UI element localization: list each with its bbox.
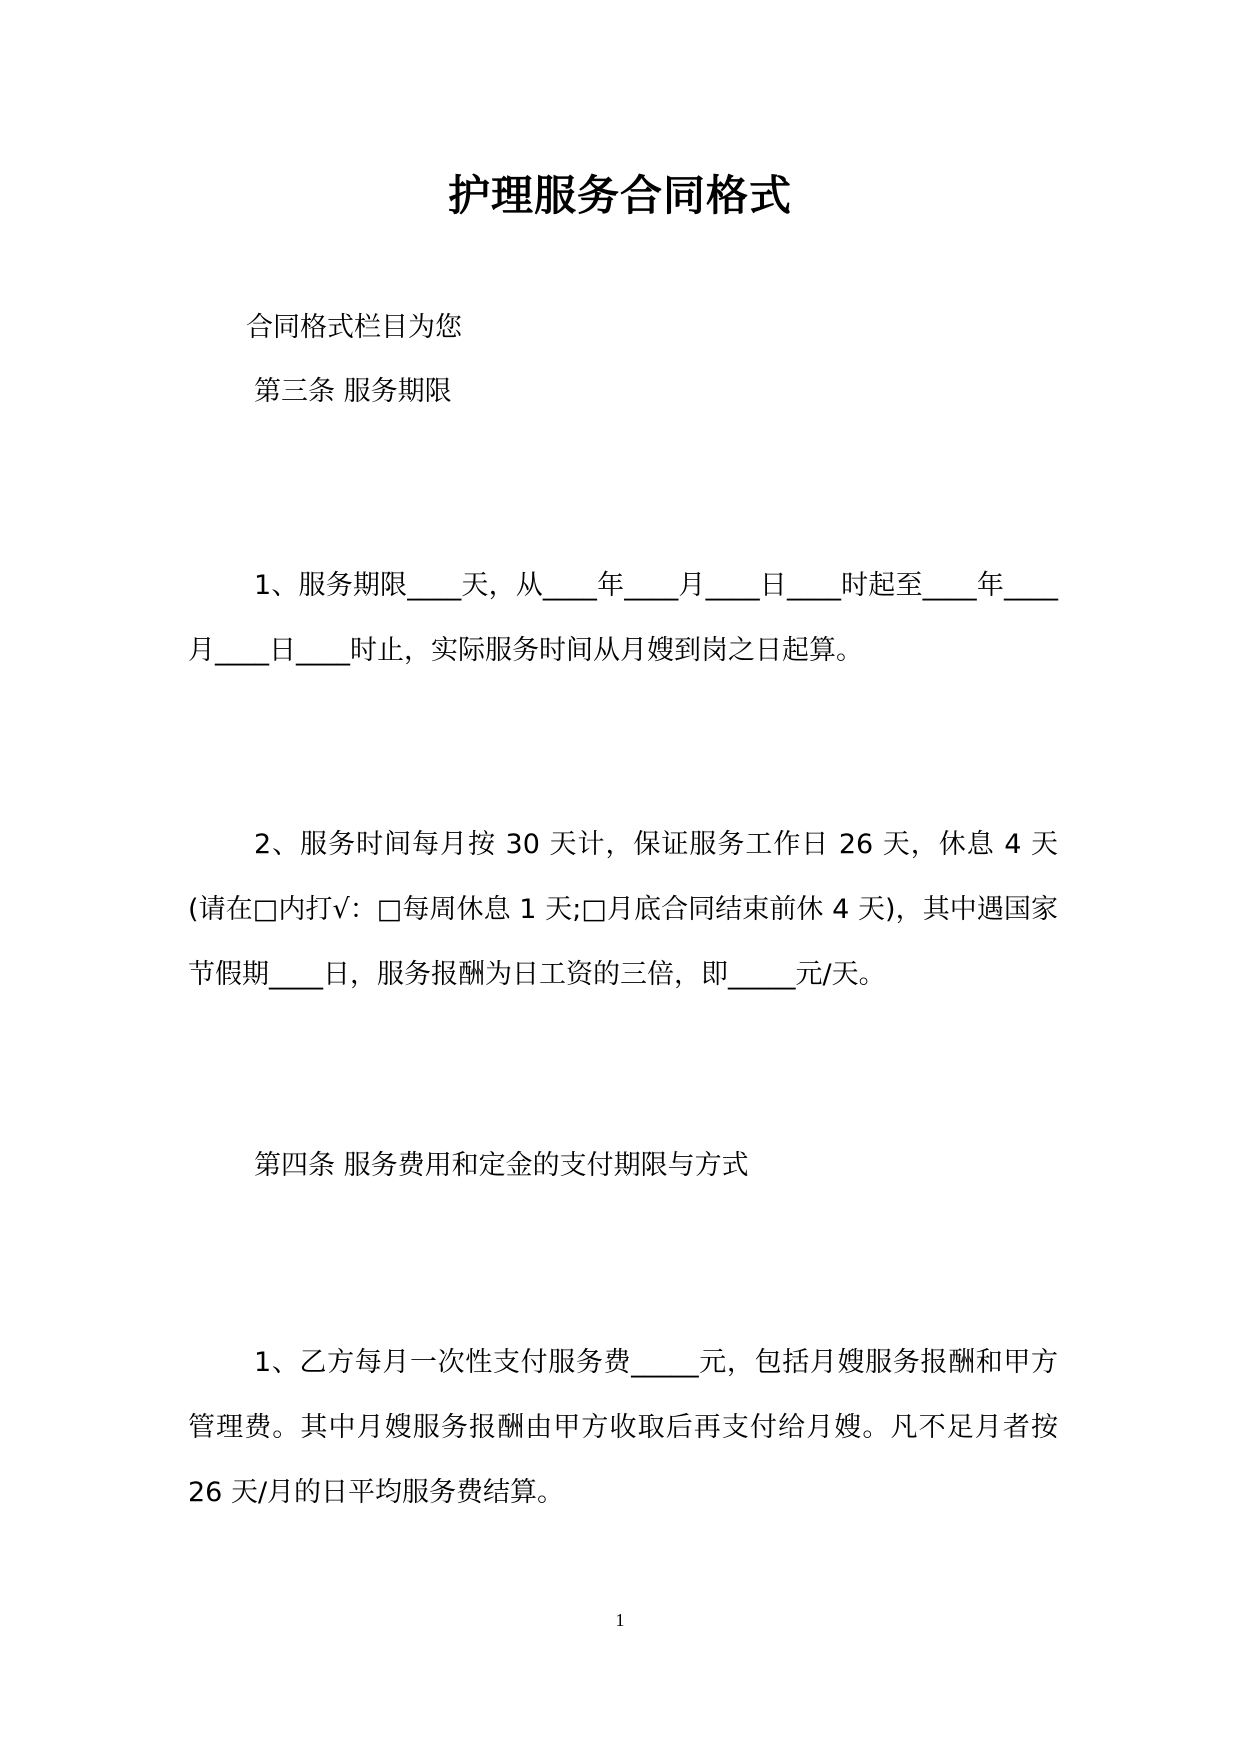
page-number: 1	[615, 1610, 625, 1630]
article-4-item-1: 1、乙方每月一次性支付服务费_____元，包括月嫂服务报酬和甲方管理费。其中月嫂服务报酬由甲方收取后再支付给月嫂。凡不足月者按 26 天/月的日平均服务费结算。	[188, 1347, 1058, 1508]
article-3-item-2: 2、服务时间每月按 30 天计，保证服务工作日 26 天，休息 4 天(请在□内打√：□每周休息 1 天;□月底合同结束前休 4 天)，其中遇国家节假期____日，服务报酬为日工资的三倍，即_____元/天。	[188, 829, 1058, 990]
document-title: 护理服务合同格式	[447, 171, 792, 220]
article-4-heading: 第四条 服务费用和定金的支付期限与方式	[254, 1150, 749, 1181]
intro-text: 合同格式栏目为您	[246, 312, 462, 343]
article-3-heading: 第三条 服务期限	[254, 376, 452, 407]
article-3-item-1: 1、服务期限____天，从____年____月____日____时起至____年____月____日____时止，实际服务时间从月嫂到岗之日起算。	[188, 570, 1058, 666]
